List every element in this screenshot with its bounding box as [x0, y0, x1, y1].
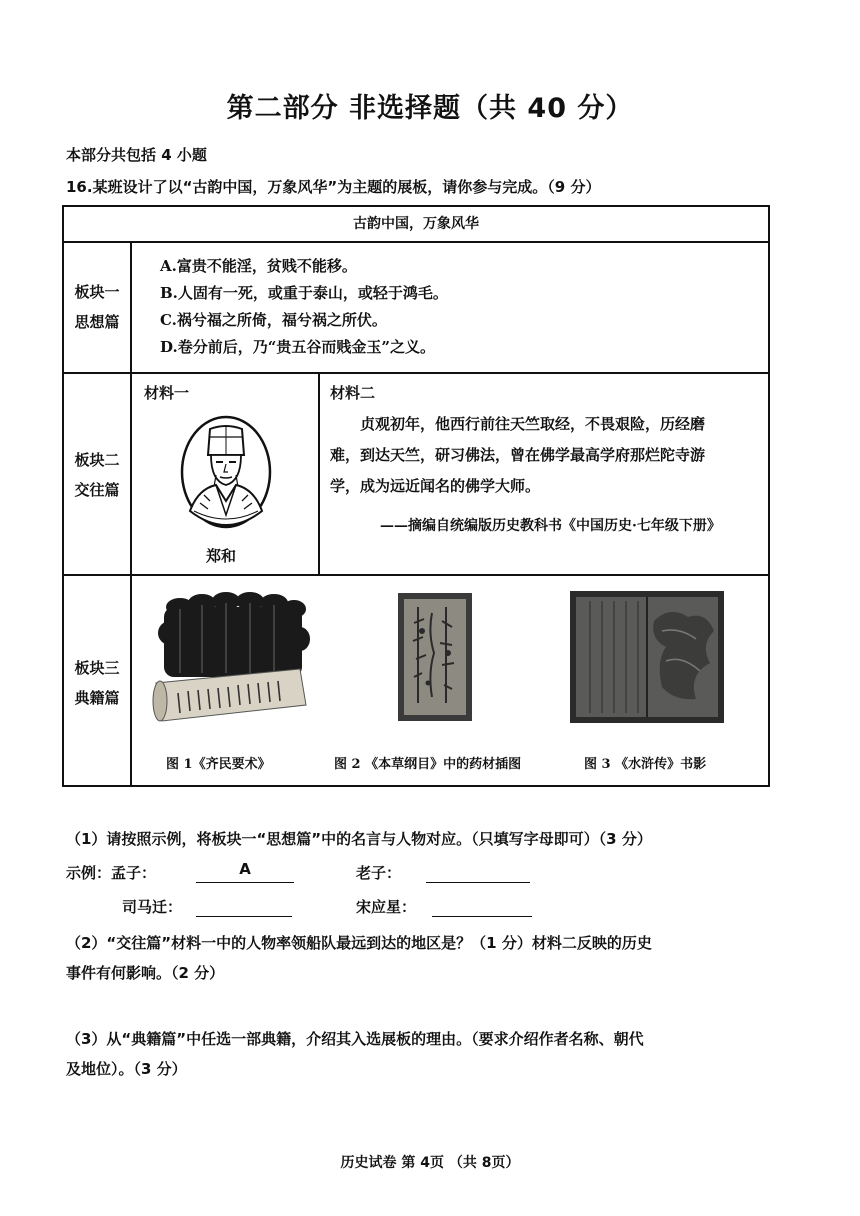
divider — [318, 372, 320, 576]
panel2-label-line2: 交往篇 — [74, 481, 120, 499]
quote-a: A.富贵不能淫，贫贱不能移。 — [160, 257, 357, 275]
material1-title: 材料一 — [144, 384, 190, 402]
page-footer: 历史试卷 第 4页 （共 8页） — [340, 1155, 520, 1171]
laozi-label: 老子： — [356, 864, 402, 882]
panel3-label-line2: 典籍篇 — [74, 689, 120, 707]
question-16: 16.某班设计了以“古韵中国，万象风华”为主题的展板，请你参与完成。（9 分） — [66, 178, 601, 196]
panel1-label — [64, 277, 130, 337]
portrait-caption: 郑和 — [206, 547, 237, 565]
figure2-caption: 图 2 《本草纲目》中的药材插图 — [334, 757, 522, 772]
quote-d: D.卷分前后，乃“贵五谷而贱金玉”之义。 — [160, 338, 435, 356]
figure2-herbal-illustration — [398, 593, 472, 721]
figure3-book-image — [570, 591, 724, 723]
material2-line3: 学，成为远近闻名的佛学大师。 — [330, 477, 541, 495]
panel3-label — [64, 653, 130, 713]
material2-line2: 难，到达天竺，研习佛法，曾在佛学最高学府那烂陀寺游 — [330, 446, 706, 464]
sub-question-3-line1: （3）从“典籍篇”中任选一部典籍，介绍其入选展板的理由。（要求介绍作者名称、朝代 — [66, 1030, 644, 1048]
material2-title: 材料二 — [330, 384, 376, 402]
panel2-label-line1: 板块二 — [74, 451, 120, 469]
divider — [64, 574, 768, 576]
divider — [130, 241, 132, 785]
panel2-label — [64, 445, 130, 505]
exhibit-board-table — [62, 205, 770, 787]
part-title: 第二部分 非选择题（共 40 分） — [226, 93, 634, 124]
panel1-label-line2: 思想篇 — [74, 313, 120, 331]
zheng-he-portrait — [180, 415, 272, 529]
sub-question-1: （1）请按照示例，将板块一“思想篇”中的名言与人物对应。（只填写字母即可）（3 分） — [66, 830, 652, 848]
section-note: 本部分共包括 4 小题 — [66, 146, 207, 164]
sub-question-2-line2: 事件有何影响。（2 分） — [66, 964, 225, 982]
divider — [64, 372, 768, 374]
songyingxing-label: 宋应星： — [356, 898, 417, 916]
material2-source: ——摘编自统编版历史教科书《中国历史·七年级下册》 — [380, 518, 721, 534]
panel3-label-line1: 板块三 — [74, 659, 120, 677]
simaqian-label: 司马迁： — [122, 898, 183, 916]
simaqian-answer-blank[interactable] — [196, 894, 292, 917]
panel1-label-line1: 板块一 — [74, 283, 120, 301]
board-title: 古韵中国，万象风华 — [353, 216, 479, 232]
sub-question-2-line1: （2）“交往篇”材料一中的人物率领船队最远到达的地区是？（1 分）材料二反映的历史 — [66, 934, 652, 952]
quote-c: C.祸兮福之所倚，福兮祸之所伏。 — [160, 311, 387, 329]
songyingxing-answer-blank[interactable] — [432, 894, 532, 917]
panel1-quotes — [160, 253, 448, 361]
figure1-caption: 图 1《齐民要术》 — [166, 757, 271, 772]
quote-b: B.人固有一死，或重于泰山，或轻于鸿毛。 — [160, 284, 448, 302]
material2-line1: 贞观初年，他西行前往天竺取经，不畏艰险，历经磨 — [360, 415, 706, 433]
material2-body — [330, 409, 766, 502]
example-answer-blank: A — [196, 860, 294, 883]
laozi-answer-blank[interactable] — [426, 860, 530, 883]
divider — [64, 241, 768, 243]
example-label: 示例：孟子： — [66, 864, 157, 882]
figure1-bamboo-slips — [150, 589, 310, 729]
sub-question-3-line2: 及地位）。（3 分） — [66, 1060, 187, 1078]
figure3-caption: 图 3 《水浒传》书影 — [584, 757, 707, 772]
